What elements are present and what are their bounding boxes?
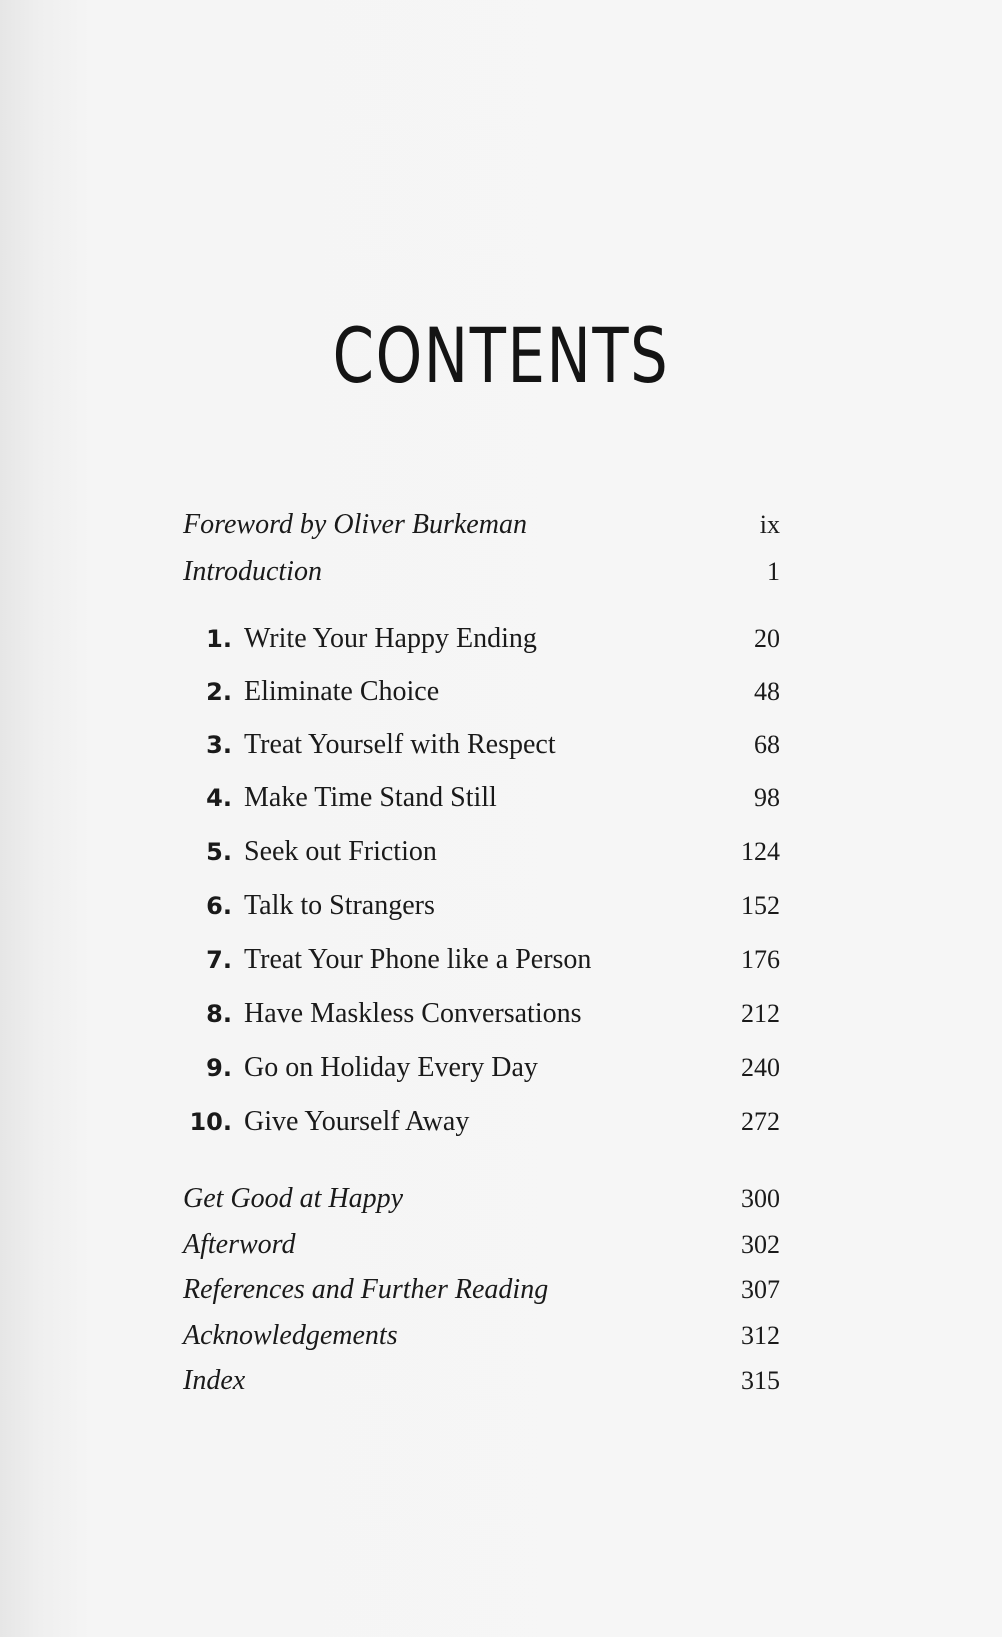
toc-entry-acknowledgements	[0, 1316, 1002, 1356]
chapter-page: 176	[741, 945, 780, 974]
chapter-number: 5.	[206, 838, 232, 866]
toc-entry-page: 302	[741, 1230, 780, 1259]
chapter-title: Have Maskless Conversations	[244, 998, 582, 1029]
toc-chapter-8	[0, 994, 1002, 1034]
toc-entry-label: Index	[183, 1365, 246, 1396]
toc-entry-label: Introduction	[183, 556, 322, 587]
chapter-page: 124	[741, 837, 780, 866]
chapter-page: 212	[741, 999, 780, 1028]
toc-entry-label: Foreword by Oliver Burkeman	[183, 509, 527, 540]
chapter-title: Give Yourself Away	[244, 1106, 470, 1137]
chapter-number: 6.	[206, 892, 232, 920]
toc-chapter-5	[0, 832, 1002, 872]
chapter-number: 4.	[206, 784, 232, 812]
toc-entry-get-good-at-happy	[0, 1179, 1002, 1219]
toc-chapter-1	[0, 619, 1002, 659]
toc-entry-page: 307	[741, 1275, 780, 1304]
toc-entry-page: ix	[759, 510, 780, 539]
chapter-number: 10.	[189, 1108, 232, 1136]
toc-entry-index	[0, 1361, 1002, 1401]
chapter-page: 152	[741, 891, 780, 920]
toc-chapter-7	[0, 940, 1002, 980]
toc-entry-page: 1	[767, 557, 780, 586]
toc-entry-foreword	[0, 505, 1002, 545]
chapter-title: Talk to Strangers	[244, 890, 435, 921]
toc-entry-introduction	[0, 552, 1002, 592]
toc-chapter-10	[0, 1102, 1002, 1142]
chapter-title: Eliminate Choice	[244, 676, 440, 707]
toc-chapter-2	[0, 672, 1002, 712]
chapter-title: Make Time Stand Still	[244, 782, 497, 813]
chapter-page: 98	[754, 783, 780, 812]
toc-entry-label: Get Good at Happy	[183, 1183, 404, 1214]
chapter-number: 1.	[206, 625, 232, 653]
toc-entry-page: 315	[741, 1366, 780, 1395]
chapter-title: Go on Holiday Every Day	[244, 1052, 538, 1083]
chapter-number: 8.	[206, 1000, 232, 1028]
toc-entry-references	[0, 1270, 1002, 1310]
chapter-title: Write Your Happy Ending	[244, 623, 537, 654]
chapter-page: 240	[741, 1053, 780, 1082]
toc-entry-label: Afterword	[183, 1229, 296, 1260]
chapter-page: 272	[741, 1107, 780, 1136]
page-title: CONTENTS	[332, 311, 670, 400]
toc-entry-label: Acknowledgements	[183, 1320, 398, 1351]
chapter-number: 2.	[206, 678, 232, 706]
chapter-page: 20	[754, 624, 780, 653]
chapter-page: 68	[754, 730, 780, 759]
chapter-number: 7.	[206, 946, 232, 974]
toc-chapter-6	[0, 886, 1002, 926]
toc-chapter-4	[0, 778, 1002, 818]
toc-entry-label: References and Further Reading	[183, 1274, 549, 1305]
toc-entry-afterword	[0, 1225, 1002, 1265]
toc-chapter-3	[0, 725, 1002, 765]
chapter-title: Treat Yourself with Respect	[244, 729, 556, 760]
chapter-number: 3.	[206, 731, 232, 759]
chapter-title: Treat Your Phone like a Person	[244, 944, 592, 975]
chapter-title: Seek out Friction	[244, 836, 437, 867]
toc-entry-page: 300	[741, 1184, 780, 1213]
chapter-page: 48	[754, 677, 780, 706]
toc-chapter-9	[0, 1048, 1002, 1088]
chapter-number: 9.	[206, 1054, 232, 1082]
toc-entry-page: 312	[741, 1321, 780, 1350]
